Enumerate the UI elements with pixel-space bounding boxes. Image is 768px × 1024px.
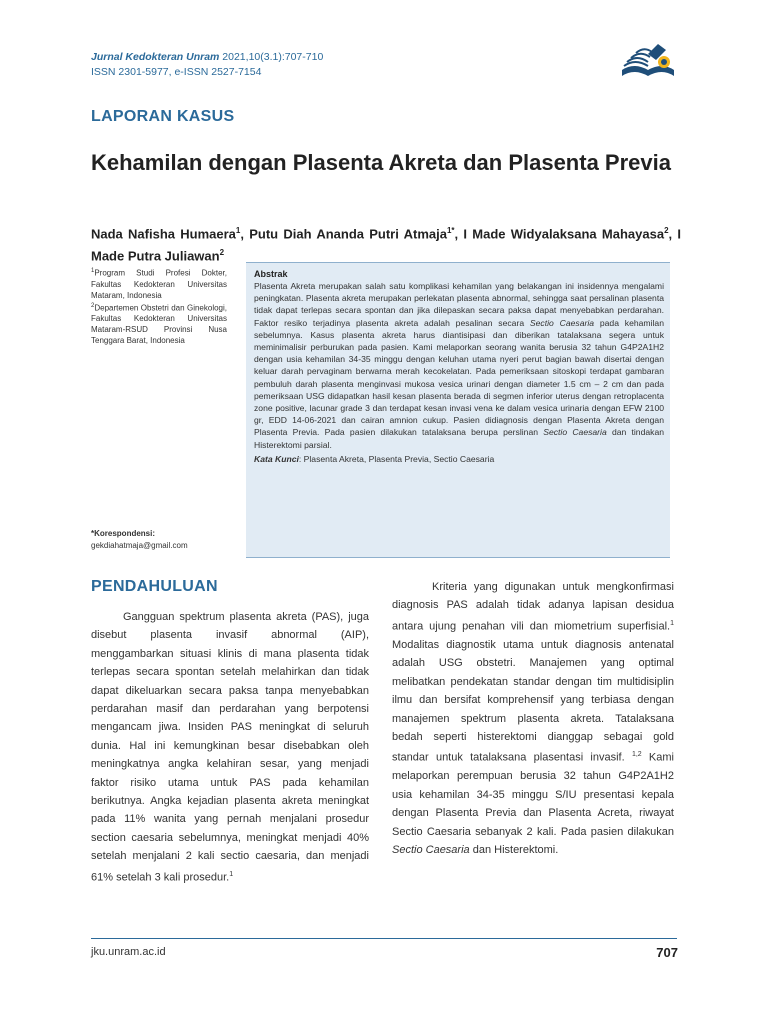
- keywords: [254, 453, 664, 465]
- open-book-logo-icon: [618, 40, 678, 82]
- author-affiliation-mark: 1: [235, 226, 241, 235]
- affiliation-item: [91, 301, 227, 347]
- body-paragraph: [91, 608, 369, 887]
- reference-mark: 1: [670, 619, 674, 627]
- italic-term: Sectio Caesaria: [392, 844, 470, 856]
- author-name: , Putu Diah Ananda Putri Atmaja: [240, 226, 447, 242]
- abstract-italic-term: Sectio Caesaria: [529, 317, 595, 328]
- correspondence: [91, 528, 241, 552]
- correspondence-label: *Korespondensi:: [91, 529, 156, 538]
- keywords-list: : Plasenta Akreta, Plasenta Previa, Sectio Caesaria: [298, 453, 495, 464]
- footer-url[interactable]: jku.unram.ac.id: [91, 946, 166, 958]
- journal-volume: 2021,10(3.1):707-710: [219, 51, 324, 63]
- affiliation-item: [91, 266, 227, 301]
- journal-header: [91, 50, 323, 80]
- author-affiliation-mark: 1*: [446, 226, 455, 235]
- paragraph-text: Kriteria yang digunakan untuk mengkonfirmasi diagnosis PAS adalah tidak adanya lapisan desidua antara ujung penahan vili dan miometrium superfisial.: [392, 581, 674, 633]
- affiliations: [91, 266, 227, 346]
- abstract-text-part: Plasenta Akreta merupakan salah satu komplikasi kehamilan yang belakangan ini insidennya mengalami peningkatan. Plasenta akreta merupakan perlekatan plasenta abnormal, sehingga saat persalinan plasenta tidak dapat terlepas secara spontan dan jika dilepaskan secara paksa dapat menyebabkan perdarahan. Faktor resiko terjadinya plasenta akreta adalah pesalinan secara: [254, 281, 664, 328]
- abstract-text-part: pada kehamilan sebelumnya. Kasus plasenta akreta harus diantisipasi dan diberikan tatalaksana segera untuk meminimalisir perburukan pada pasien. Kami melaporkan seorang wanita berusia 32 tahun G4P2A1H2 dengan usia kehamilan 34-35 minggu dengan keluhan utama nyeri perut bagian bawah disertai dengan keluar darah pervaginam berwarna merah kecokelatan. Pada pemeriksaan sitoskopi terdapat gambaran pembuluh darah plasenta menginvasi mukosa vesica urinari dengan diameter 1.5 cm – 2 cm dan pada pemeriksaan USG didapatkan hasil kesan plasenta berada di segmen inferior uterus dengan retroplacenta zone positive, lacunar grade 3 dan terdapat kesan invasi vena ke dalam vesica urinaria dengan EFW 2100 gr, EDD 14-06-2021 dan cairan amnion cukup. Pasien didiagnosis dengan Plasenta Akreta dengan Plasenta Previa. Pada pasien dilakukan tatalaksana berupa perslinan: [254, 317, 664, 438]
- affiliation-mark: 1: [91, 268, 95, 274]
- author-name: , I Made Widyalaksana Mahayasa: [454, 226, 665, 242]
- article-type-label: LAPORAN KASUS: [91, 108, 235, 125]
- author-affiliation-mark: 2: [219, 248, 225, 258]
- author-affiliation-mark: 2: [664, 226, 669, 235]
- page-number: 707: [656, 945, 678, 960]
- abstract-heading: Abstrak: [254, 269, 288, 279]
- body-paragraph: [392, 578, 674, 859]
- article-title: Kehamilan dengan Plasenta Akreta dan Plasenta Previa: [91, 150, 671, 175]
- paragraph-text: Modalitas diagnostik utama untuk diagnosis antenatal adalah USG obstetri. Manajemen yang optimal melibatkan pendekatan standar dengan tim multidisiplin ilmu dan bersifat komprehensif yang terbiasa dengan manajemen spektrum plasenta akreta. Tatalaksana bedah seperti histerektomi dianggap sebagai gold standar untuk tatalaksana plasentasi invasif.: [392, 638, 674, 764]
- affiliation-text: Program Studi Profesi Dokter, Fakultas Kedokteran Universitas Mataram, Indonesia: [91, 268, 227, 300]
- paragraph-text: Gangguan spektrum plasenta akreta (PAS), juga disebut plasenta invasif abnormal (AIP), menggambarkan situasi klinis di mana plasenta tidak terlepas secara spontan setelah melahirkan dan tidak dapat dikeluarkan secara paksa tanpa menyebabkan perdarahan masif dan perdarahan yang berpotensi mengancam jiwa. Insiden PAS meningkat di seluruh dunia. Hal ini kemungkinan besar disebabkan oleh meningkatnya angka kelahiran sesar, yang menjadi faktor risiko utama untuk PAS pada kehamilan berikutnya. Angka kejadian plasenta akreta meningkat pada 11% wanita yang pernah menjalani prosedur section caesaria sebelumnya, meningkat menjadi 40% setelah menjalani 2 kali sectio caesaria, dan menjadi 61% setelah 3 kali prosedur.: [91, 611, 369, 884]
- body-column-left: [91, 578, 369, 887]
- affiliation-text: Departemen Obstetri dan Ginekologi, Fakultas Kedokteran Universitas Mataram-RSUD Provinsi Nusa Tenggara Barat, Indonesia: [91, 303, 227, 346]
- journal-name: Jurnal Kedokteran Unram: [91, 51, 220, 63]
- author-list: [91, 221, 681, 266]
- abstract-italic-term: Sectio Caesaria: [543, 427, 607, 438]
- abstract-text: [254, 280, 664, 451]
- footer-divider: [91, 938, 677, 939]
- affiliation-mark: 2: [91, 302, 95, 309]
- abstract-text-part: dan tindakan Histerektomi parsial.: [254, 427, 664, 450]
- paragraph-text: dan Histerektomi.: [469, 844, 559, 856]
- keywords-label: Kata Kunci: [254, 453, 299, 464]
- reference-mark: 1: [229, 870, 234, 878]
- reference-mark: 1,2: [631, 751, 642, 759]
- section-heading: PENDAHULUAN: [91, 578, 218, 595]
- paragraph-text: Kami melaporkan perempuan berusia 32 tahun G4P2A1H2 usia kehamilan 34-35 minggu S/IU presentasi kepala dengan Plasenta Previa dan Plasenta Acreta, riwayat Sectio Caesaria sebanyak 2 kali. Pada pasien dilakukan: [392, 751, 674, 838]
- author-name: Nada Nafisha Humaera: [91, 226, 236, 242]
- journal-issn: ISSN 2301-5977, e-ISSN 2527-7154: [91, 66, 262, 78]
- correspondence-email: gekdiahatmaja@gmail.com: [91, 541, 188, 550]
- body-column-right: [392, 578, 674, 859]
- author-name: , I Made Putra Juliawan: [91, 226, 681, 264]
- journal-citation: [91, 50, 323, 65]
- abstract-box: [246, 262, 670, 558]
